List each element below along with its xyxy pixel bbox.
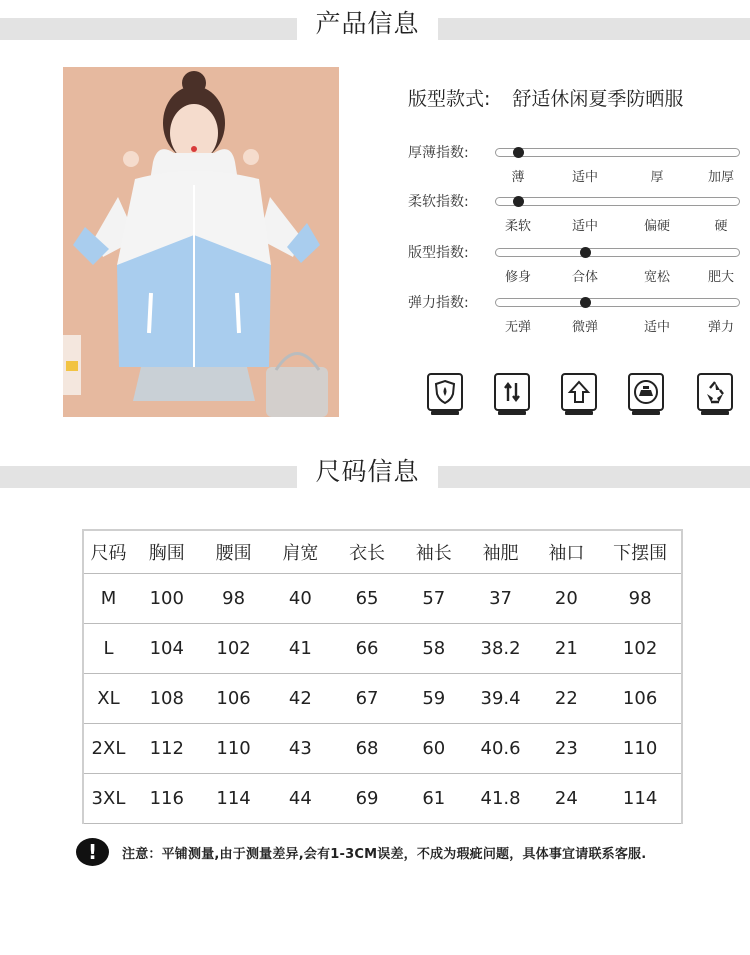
index-option: 合体 bbox=[571, 270, 599, 285]
up-arrow-icon bbox=[561, 373, 597, 411]
index-track bbox=[495, 148, 740, 157]
header-bar-right bbox=[438, 18, 750, 40]
index-option: 弹力 bbox=[707, 320, 735, 335]
table-cell: 67 bbox=[334, 674, 400, 724]
index-dot bbox=[580, 297, 591, 308]
table-cell: 112 bbox=[133, 724, 201, 774]
measurement-notice bbox=[76, 838, 646, 866]
table-header-cell: 胸围 bbox=[133, 530, 201, 574]
table-cell: 43 bbox=[266, 724, 334, 774]
table-cell: 57 bbox=[400, 574, 468, 624]
style-value: 舒适休闲夏季防晒服 bbox=[512, 88, 684, 110]
table-header-row bbox=[83, 530, 682, 574]
shield-droplet-icon bbox=[427, 373, 463, 411]
table-cell: 66 bbox=[334, 624, 400, 674]
breathable-arrows-icon bbox=[494, 373, 530, 411]
index-option: 厚 bbox=[650, 170, 664, 185]
table-cell: 98 bbox=[599, 574, 682, 624]
table-cell: 104 bbox=[133, 624, 201, 674]
table-cell: 21 bbox=[533, 624, 599, 674]
table-header-cell: 腰围 bbox=[201, 530, 267, 574]
exclamation-icon: ! bbox=[76, 838, 109, 866]
table-cell: 58 bbox=[400, 624, 468, 674]
index-option: 修身 bbox=[504, 270, 532, 285]
index-option: 无弹 bbox=[504, 320, 532, 335]
table-row bbox=[83, 624, 682, 674]
table-row bbox=[83, 774, 682, 824]
table-cell: 20 bbox=[533, 574, 599, 624]
model-illustration bbox=[63, 67, 339, 417]
index-dot bbox=[513, 196, 524, 207]
index-fit bbox=[408, 244, 738, 290]
index-label: 弹力指数: bbox=[408, 295, 469, 311]
table-cell: 41.8 bbox=[468, 774, 534, 824]
index-track bbox=[495, 298, 740, 307]
index-option: 柔软 bbox=[504, 219, 532, 234]
index-track bbox=[495, 197, 740, 206]
table-cell: 102 bbox=[201, 624, 267, 674]
index-option: 肥大 bbox=[707, 270, 735, 285]
table-cell: 3XL bbox=[83, 774, 133, 824]
index-softness bbox=[408, 193, 738, 239]
index-track bbox=[495, 248, 740, 257]
notice-text: 注意：平铺测量,由于测量差异,会有1-3CM误差，不成为瑕疵问题，具体事宜请联系客服. bbox=[122, 846, 647, 862]
index-option: 宽松 bbox=[643, 270, 671, 285]
index-option: 适中 bbox=[571, 170, 599, 185]
table-cell: 102 bbox=[599, 624, 682, 674]
table-cell: 110 bbox=[201, 724, 267, 774]
index-option: 薄 bbox=[511, 170, 525, 185]
index-label: 厚薄指数: bbox=[408, 145, 469, 161]
table-cell: 116 bbox=[133, 774, 201, 824]
index-option: 偏硬 bbox=[643, 219, 671, 234]
table-header-cell: 下摆围 bbox=[599, 530, 682, 574]
table-cell: 40.6 bbox=[468, 724, 534, 774]
table-cell: 110 bbox=[599, 724, 682, 774]
table-header-cell: 袖长 bbox=[400, 530, 468, 574]
table-cell: 38.2 bbox=[468, 624, 534, 674]
index-thickness bbox=[408, 144, 738, 190]
table-cell: 100 bbox=[133, 574, 201, 624]
table-cell: 61 bbox=[400, 774, 468, 824]
table-cell: XL bbox=[83, 674, 133, 724]
table-cell: 65 bbox=[334, 574, 400, 624]
index-label: 柔软指数: bbox=[408, 194, 469, 210]
table-cell: 37 bbox=[468, 574, 534, 624]
style-row bbox=[408, 84, 683, 111]
index-label: 版型指数: bbox=[408, 245, 469, 261]
index-dot bbox=[580, 247, 591, 258]
table-cell: 68 bbox=[334, 724, 400, 774]
table-cell: 2XL bbox=[83, 724, 133, 774]
table-cell: 114 bbox=[599, 774, 682, 824]
table-cell: L bbox=[83, 624, 133, 674]
index-dot bbox=[513, 147, 524, 158]
product-info-title: 产品信息 bbox=[315, 9, 420, 38]
table-header-cell: 尺码 bbox=[83, 530, 133, 574]
index-option: 适中 bbox=[643, 320, 671, 335]
table-cell: 60 bbox=[400, 724, 468, 774]
table-cell: 23 bbox=[533, 724, 599, 774]
header-bar-left bbox=[0, 18, 297, 40]
size-info-title: 尺码信息 bbox=[315, 457, 420, 486]
table-row bbox=[83, 574, 682, 624]
table-cell: 42 bbox=[266, 674, 334, 724]
table-cell: 24 bbox=[533, 774, 599, 824]
index-option: 加厚 bbox=[707, 170, 735, 185]
index-elasticity bbox=[408, 294, 738, 340]
size-info-header bbox=[0, 452, 750, 492]
size-table bbox=[82, 529, 683, 824]
table-cell: 40 bbox=[266, 574, 334, 624]
table-row bbox=[83, 674, 682, 724]
table-header-cell: 袖口 bbox=[533, 530, 599, 574]
table-header-cell: 肩宽 bbox=[266, 530, 334, 574]
product-photo bbox=[63, 67, 339, 417]
index-option: 适中 bbox=[571, 219, 599, 234]
table-cell: 39.4 bbox=[468, 674, 534, 724]
table-cell: 69 bbox=[334, 774, 400, 824]
table-cell: 98 bbox=[201, 574, 267, 624]
index-option: 微弹 bbox=[571, 320, 599, 335]
table-cell: 114 bbox=[201, 774, 267, 824]
header-bar-right bbox=[438, 466, 750, 488]
header-bar-left bbox=[0, 466, 297, 488]
index-option: 硬 bbox=[714, 219, 728, 234]
product-info-header bbox=[0, 4, 750, 44]
style-label: 版型款式: bbox=[408, 88, 491, 110]
table-cell: 106 bbox=[599, 674, 682, 724]
table-cell: 108 bbox=[133, 674, 201, 724]
table-cell: 22 bbox=[533, 674, 599, 724]
recycle-icon bbox=[697, 373, 733, 411]
table-cell: 41 bbox=[266, 624, 334, 674]
table-header-cell: 衣长 bbox=[334, 530, 400, 574]
table-cell: 44 bbox=[266, 774, 334, 824]
table-cell: 59 bbox=[400, 674, 468, 724]
table-row bbox=[83, 724, 682, 774]
table-header-cell: 袖肥 bbox=[468, 530, 534, 574]
ironing-icon bbox=[628, 373, 664, 411]
table-cell: M bbox=[83, 574, 133, 624]
table-cell: 106 bbox=[201, 674, 267, 724]
